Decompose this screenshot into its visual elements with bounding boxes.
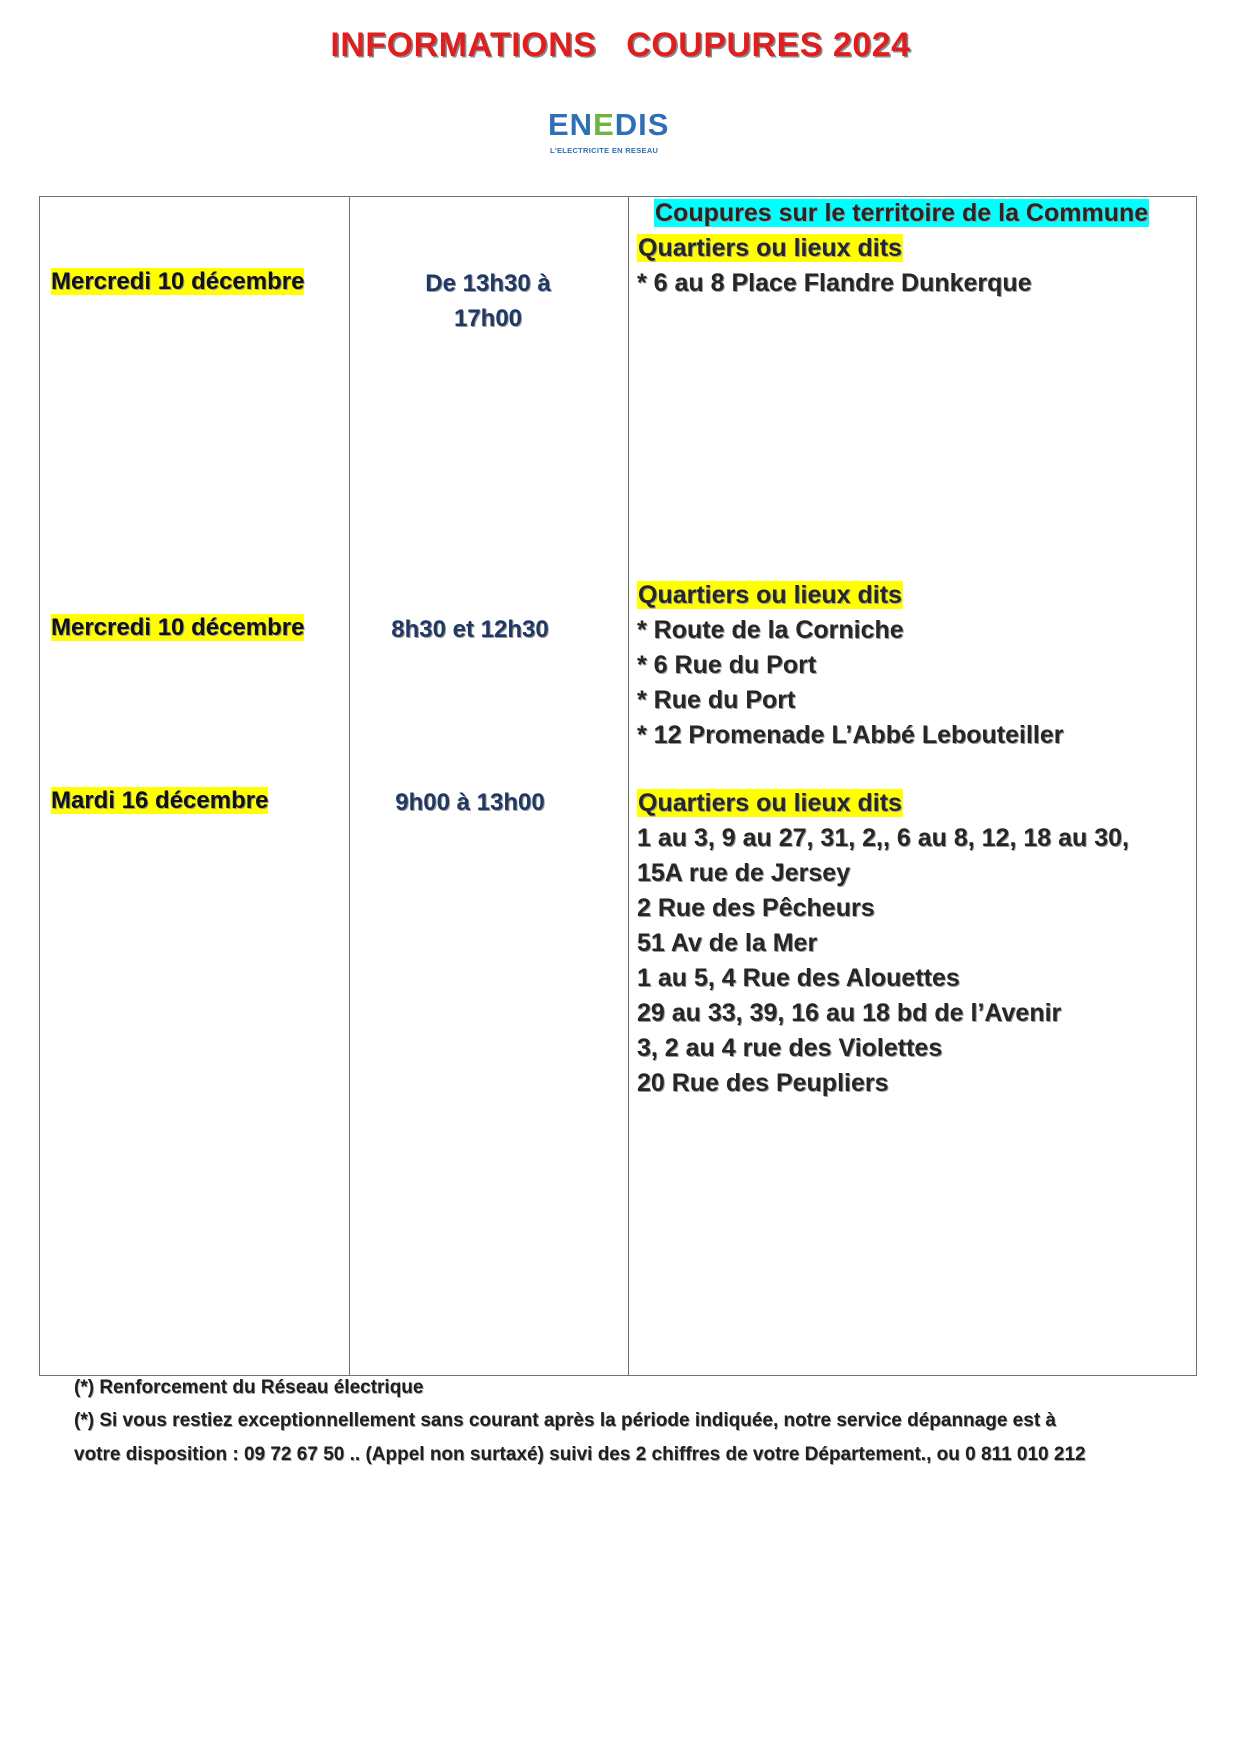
list-item: 3, 2 au 4 rue des Violettes	[637, 1034, 943, 1062]
row3-time: 9h00 à 13h00	[395, 789, 545, 816]
row1-date: Mercredi 10 décembre	[51, 268, 305, 295]
enedis-logo	[548, 108, 678, 160]
row1-loc-heading: Quartiers ou lieux dits	[638, 234, 902, 262]
list-item: * 12 Promenade L’Abbé Lebouteiller	[637, 721, 1064, 749]
row1-time	[388, 266, 588, 336]
list-item: 29 au 33, 39, 16 au 18 bd de l’Avenir	[637, 999, 1062, 1027]
logo-wordmark: ENEDIS	[548, 107, 670, 142]
list-item: 1 au 5, 4 Rue des Alouettes	[637, 964, 960, 992]
row2-date: Mercredi 10 décembre	[51, 614, 305, 641]
footer-note-1: (*) Renforcement du Réseau électrique	[74, 1377, 424, 1398]
column-divider	[628, 197, 629, 1375]
row3-locations	[637, 786, 1129, 1101]
list-item: * Rue du Port	[637, 686, 796, 714]
row2-loc-heading: Quartiers ou lieux dits	[638, 581, 902, 609]
column-divider	[349, 197, 350, 1375]
footer-note-2-line2: votre disposition : 09 72 67 50 .. (Appel non surtaxé) suivi des 2 chiffres de votre Département., ou 0 811 010 212	[74, 1444, 1086, 1465]
footer-note-2-line1: (*) Si vous restiez exceptionnellement sans courant après la période indiquée, notre service dépannage est à	[74, 1410, 1056, 1431]
row2-locations	[637, 578, 1064, 753]
commune-header: Coupures sur le territoire de la Commune	[655, 199, 1149, 227]
row1-time-line1: De 13h30 à	[425, 270, 551, 297]
list-item: * Route de la Corniche	[637, 616, 904, 644]
list-item: 1 au 3, 9 au 27, 31, 2,, 6 au 8, 12, 18 au 30,	[637, 824, 1129, 852]
row3-loc-heading: Quartiers ou lieux dits	[638, 789, 902, 817]
logo-tagline: L'ELECTRICITE EN RESEAU	[550, 146, 659, 155]
row3-date: Mardi 16 décembre	[51, 787, 269, 814]
list-item: * 6 au 8 Place Flandre Dunkerque	[637, 269, 1032, 297]
list-item: 15A rue de Jersey	[637, 859, 851, 887]
page-title: INFORMATIONS COUPURES 2024	[330, 26, 911, 64]
list-item: 51 Av de la Mer	[637, 929, 818, 957]
row2-time: 8h30 et 12h30	[391, 616, 549, 643]
list-item: * 6 Rue du Port	[637, 651, 817, 679]
list-item: 20 Rue des Peupliers	[637, 1069, 889, 1097]
list-item: 2 Rue des Pêcheurs	[637, 894, 875, 922]
row1-time-line2: 17h00	[453, 305, 523, 332]
row1-locations	[637, 231, 1032, 301]
